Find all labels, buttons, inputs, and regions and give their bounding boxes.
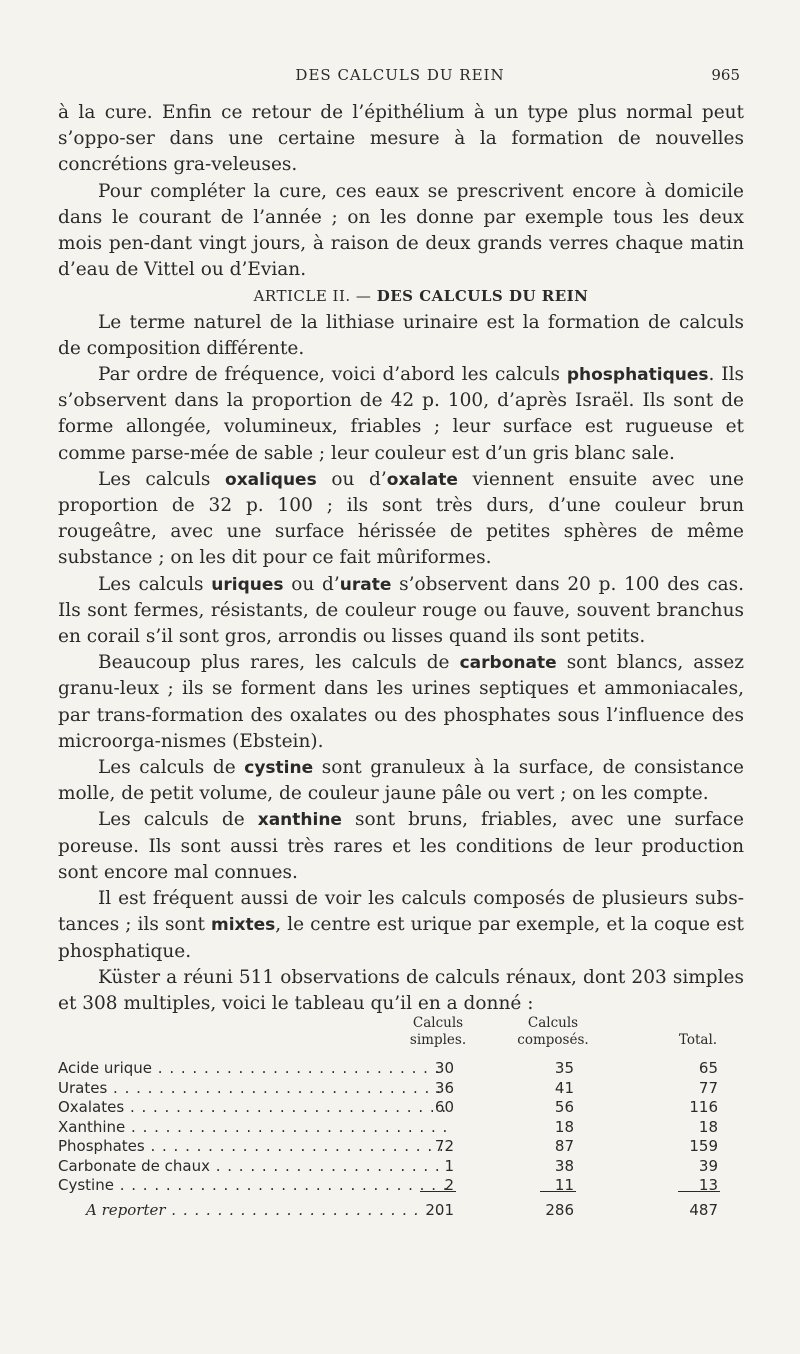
cell-simple: 30 xyxy=(434,1059,454,1077)
row-label: Acide urique . . . xyxy=(58,1059,448,1079)
cell-total: 159 xyxy=(689,1137,718,1155)
paragraph xyxy=(58,755,744,807)
header-line: composés. xyxy=(517,1032,589,1048)
cell-total: 18 xyxy=(698,1117,718,1136)
cell-total: 13 xyxy=(698,1176,718,1194)
header-line: Calculs xyxy=(527,1015,579,1031)
row-label: Oxalates . . . xyxy=(58,1098,448,1118)
cell-composed: 87 xyxy=(554,1137,574,1155)
paragraph xyxy=(58,572,744,651)
total-composed: 286 xyxy=(545,1200,574,1219)
paragraph xyxy=(58,886,744,965)
table-header xyxy=(58,1015,744,1059)
row-label: Phosphates . . . xyxy=(58,1137,448,1157)
row-label: Cystine . . . xyxy=(58,1176,448,1196)
table-row xyxy=(58,1098,744,1118)
row-label: Xanthine . . . xyxy=(58,1118,448,1138)
table-row xyxy=(58,1157,744,1177)
page-header xyxy=(0,66,800,90)
header-composed xyxy=(498,1015,608,1049)
cell-simple: 2 xyxy=(444,1176,454,1194)
cell-composed: 11 xyxy=(554,1176,574,1194)
cell-total: 39 xyxy=(698,1156,718,1175)
term: urate xyxy=(339,574,392,595)
text-run: sont blancs, assez granu-leux ; ils se forment dans les urines septiques et ammoniacales, par trans-formation des oxalates ou des phosphates sous l’influence des microorga-nismes (Ebstein). xyxy=(58,652,744,752)
cell-total: 77 xyxy=(698,1078,718,1097)
total-simple: 201 xyxy=(425,1200,454,1219)
cell-simple: 36 xyxy=(434,1078,454,1097)
term: uriques xyxy=(211,574,284,595)
calculi-table xyxy=(58,1015,744,1221)
table-row xyxy=(58,1059,744,1079)
term: oxaliques xyxy=(225,469,317,490)
cell-composed: 18 xyxy=(554,1117,574,1136)
paragraph: à la cure. Enfin ce retour de l’épithélium à un type plus normal peut s’oppo-ser dans une certaine mesure à la formation de nouvelles concrétions gra-veleuses. xyxy=(58,102,744,176)
table-row xyxy=(58,1118,744,1138)
page-number: 965 xyxy=(711,66,740,84)
table-row xyxy=(58,1079,744,1099)
cell-simple: 1 xyxy=(444,1156,454,1175)
row-label: Carbonate de chaux . . . xyxy=(58,1157,448,1177)
text-run: Par ordre de fréquence, voici d’abord les calculs xyxy=(98,364,567,386)
row-label: Urates . . . xyxy=(58,1079,448,1099)
text-run: ou d’ xyxy=(283,573,340,595)
term: cystine xyxy=(244,758,314,779)
text-run: Les calculs de xyxy=(98,809,258,831)
sum-rule xyxy=(540,1191,576,1192)
paragraph: Le terme naturel de la lithiase urinaire est la formation de calculs de composition différente. xyxy=(58,311,744,359)
article-heading xyxy=(58,283,744,309)
table-row xyxy=(58,1176,744,1196)
text-run: , le centre est urique par exemple, et la coque est phosphatique. xyxy=(58,914,744,962)
sum-rule xyxy=(678,1191,720,1192)
term: phosphatiques xyxy=(566,365,709,386)
text-run: viennent ensuite avec une proportion de 32 p. 100 ; ils sont très durs, d’une couleur brun rougeâtre, avec une surface hérissée de petites sphères de même substance ; on les dit pour ce fait mûriformes. xyxy=(58,468,745,569)
text-run: Beaucoup plus rares, les calculs de xyxy=(98,652,460,674)
header-line: Calculs xyxy=(412,1015,464,1031)
text-run: Les calculs de xyxy=(98,757,245,779)
term: oxalate xyxy=(386,469,458,490)
cell-simple: 60 xyxy=(434,1098,454,1116)
cell-composed: 41 xyxy=(554,1078,574,1097)
text-run: s’observent dans 20 p. 100 des cas. Ils sont fermes, résistants, de couleur rouge ou fauve, souvent branchus en corail s’il sont gros, arrondis ou lisses quand ils sont petits. xyxy=(58,573,744,648)
cell-composed: 35 xyxy=(554,1059,574,1077)
cell-composed: 38 xyxy=(554,1156,574,1175)
term: carbonate xyxy=(459,653,557,674)
cell-simple: 72 xyxy=(434,1137,454,1155)
header-line: simples. xyxy=(409,1032,467,1048)
paragraph xyxy=(58,362,744,467)
paragraph xyxy=(58,807,744,886)
text-run: Il est fréquent aussi de voir les calculs composés de plusieurs subs-tances ; ils sont xyxy=(58,888,744,936)
table-row xyxy=(58,1137,744,1157)
running-head: DES CALCULS DU REIN xyxy=(295,66,505,84)
text-run: sont bruns, friables, avec une surface poreuse. Ils sont aussi très rares et les conditions de leur production sont encore mal connues. xyxy=(58,809,744,883)
term: xanthine xyxy=(257,810,342,831)
cell-composed: 56 xyxy=(554,1098,574,1116)
paragraph xyxy=(58,650,744,755)
sum-rule xyxy=(420,1191,456,1192)
term: mixtes xyxy=(211,915,276,936)
text-run: Les calculs xyxy=(98,573,212,595)
text-run: ou d’ xyxy=(316,468,387,490)
text-run: . Ils s’observent dans la proportion de 42 p. 100, d’après Israël. Ils sont de forme allongée, volumineux, friables ; leur surface est rugueuse et comme parse-mée de sable ; leur couleur est d’un gris blanc sale. xyxy=(58,364,744,464)
total-label: A reporter . . . xyxy=(58,1199,448,1221)
text-run: Les calculs xyxy=(98,468,226,490)
text-run: sont granuleux à la surface, de consistance molle, de petit volume, de couleur jaune pâle ou vert ; on les compte. xyxy=(58,757,744,805)
header-total: Total. xyxy=(678,1032,718,1048)
article-title: DES CALCULS DU REIN xyxy=(376,287,589,306)
paragraph: Küster a réuni 511 observations de calculs rénaux, dont 203 simples et 308 multiples, voici le tableau qu’il en a donné : xyxy=(58,966,744,1014)
cell-total: 116 xyxy=(689,1098,718,1116)
total-total: 487 xyxy=(689,1200,718,1219)
article-number: ARTICLE II. — xyxy=(253,287,372,306)
paragraph: Pour compléter la cure, ces eaux se prescrivent encore à domicile dans le courant de l’année ; on les donne par exemple tous les deux mois pen-dant vingt jours, à raison de deux grands verres chaque matin d’eau de Vittel ou d’Evian. xyxy=(58,180,744,281)
body-text xyxy=(58,100,744,1017)
paragraph xyxy=(58,467,744,572)
cell-total: 65 xyxy=(698,1059,718,1077)
table-total-row xyxy=(58,1199,744,1221)
header-simple xyxy=(388,1015,488,1049)
